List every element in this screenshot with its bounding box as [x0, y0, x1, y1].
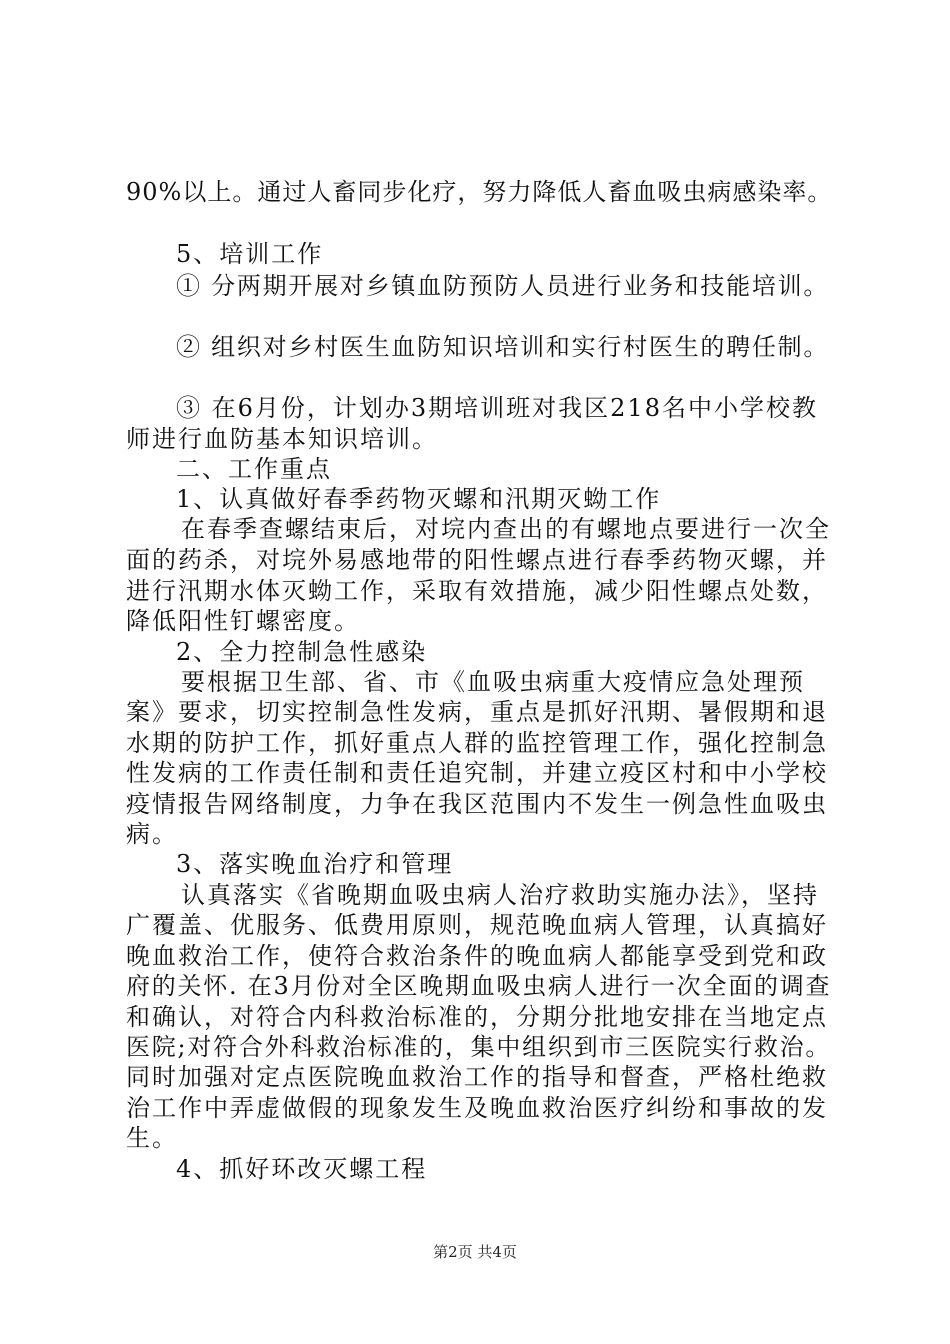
section-heading: 二、工作重点	[176, 455, 332, 483]
text-line: 性发病的工作责任制和责任追究制，并建立疫区村和中小学校	[126, 759, 828, 787]
text-line: 病。	[126, 820, 178, 848]
text-line: 治工作中弄虚做假的现象发生及晚血救治医疗纠纷和事故的发	[126, 1094, 828, 1122]
section-heading: 2、全力控制急性感染	[176, 638, 428, 666]
text-line: 同时加强对定点医院晚血救治工作的指导和督查，严格杜绝救	[126, 1063, 828, 1091]
text-line: 面的药杀，对垸外易感地带的阳性螺点进行春季药物灭螺，并	[126, 546, 828, 574]
text-line: 广覆盖、优服务、低费用原则，规范晚血病人管理，认真搞好	[126, 911, 828, 939]
page-number-footer: 第2页 共4页	[433, 1243, 517, 1261]
list-item: ③ 在6月份，计划办3期培训班对我区218名中小学校教	[176, 394, 818, 422]
text-line: 在春季查螺结束后，对垸内查出的有螺地点要进行一次全	[181, 515, 831, 543]
text-line: 晚血救治工作，使符合救治条件的晚血病人都能享受到党和政	[126, 942, 828, 970]
text-line: 降低阳性钉螺密度。	[126, 607, 360, 635]
text-line: 疫情报告网络制度，力争在我区范围内不发生一例急性血吸虫	[126, 790, 828, 818]
text-line: 案》要求，切实控制急性发病，重点是抓好汛期、暑假期和退	[126, 698, 828, 726]
text-line: 90%以上。通过人畜同步化疗，努力降低人畜血吸虫病感染率。	[126, 178, 833, 206]
list-item: ① 分两期开展对乡镇血防预防人员进行业务和技能培训。	[176, 272, 830, 300]
text-line: 师进行血防基本知识培训。	[126, 425, 438, 453]
section-heading: 4、抓好环改灭螺工程	[176, 1155, 428, 1183]
text-line: 府的关怀. 在3月份对全区晚期血吸虫病人进行一次全面的调查	[126, 972, 832, 1000]
text-line: 医院;对符合外科救治标准的，集中组织到市三医院实行救治。	[126, 1033, 832, 1061]
section-heading: 1、认真做好春季药物灭螺和汛期灭蚴工作	[176, 485, 662, 513]
text-line: 生。	[126, 1124, 178, 1152]
text-line: 和确认，对符合内科救治标准的，分期分批地安排在当地定点	[126, 1003, 828, 1031]
section-heading: 5、培训工作	[176, 240, 324, 268]
section-heading: 3、落实晚血治疗和管理	[176, 850, 454, 878]
text-line: 认真落实《省晚期血吸虫病人治疗救助实施办法》，坚持	[181, 881, 819, 909]
text-line: 要根据卫生部、省、市《血吸虫病重大疫情应急处理预	[181, 668, 805, 696]
list-item: ② 组织对乡村医生血防知识培训和实行村医生的聘任制。	[176, 333, 830, 361]
text-line: 水期的防护工作，抓好重点人群的监控管理工作，强化控制急	[126, 729, 828, 757]
text-line: 进行汛期水体灭蚴工作，采取有效措施，减少阳性螺点处数，	[126, 577, 828, 605]
